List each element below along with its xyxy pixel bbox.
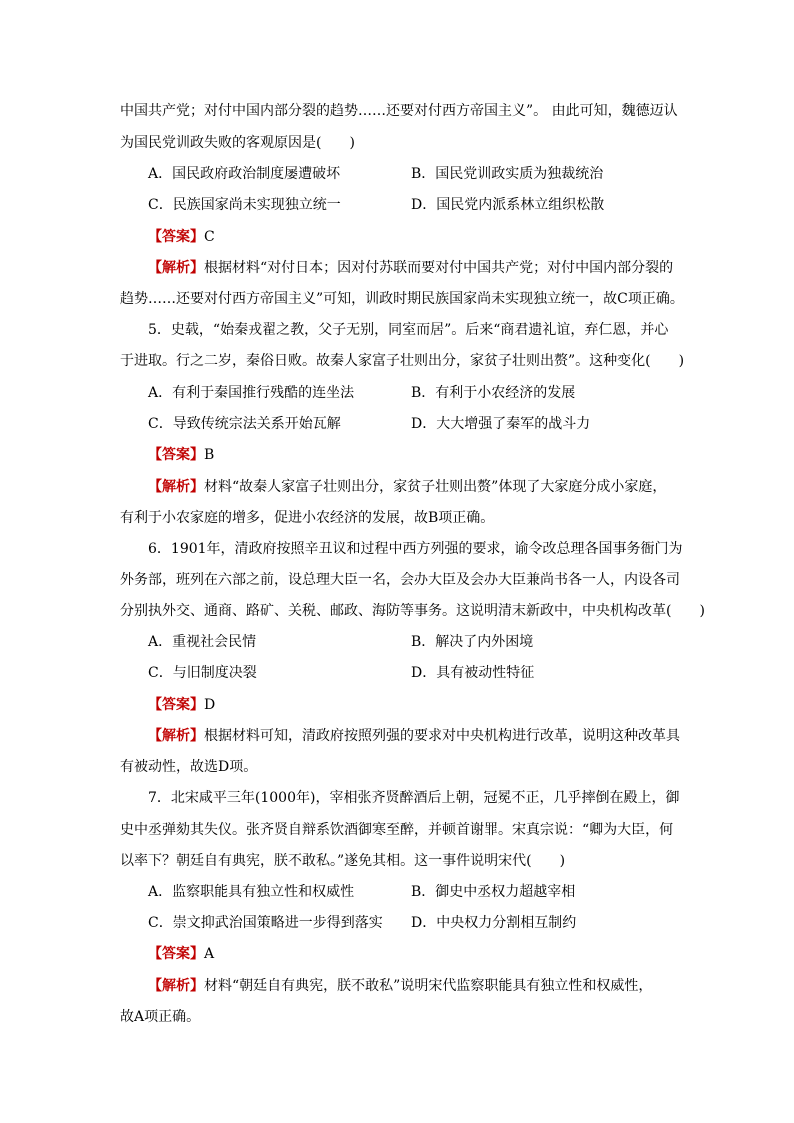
analysis-tag: 【解析】 [148,978,204,994]
answer-value: A [204,946,215,962]
analysis-tag: 【解析】 [148,479,204,495]
answer-value: D [204,697,216,713]
q5-option-c: C．导致传统宗法关系开始瓦解 [148,416,341,432]
q7-stem-line-1: 7．北宋咸平三年(1000年)，宰相张齐贤醉酒后上朝，冠冕不正，几乎摔倒在殿上，御 [148,790,680,806]
q7-analysis-line-2: 故A项正确。 [120,1009,201,1025]
analysis-text: 材料“朝廷自有典宪，朕不敢私”说明宋代监察职能具有独立性和权威性， [204,978,653,994]
q6-option-a: A．重视社会民情 [148,634,257,650]
q5-option-d: D．大大增强了秦军的战斗力 [411,416,591,432]
q6-stem-line-2: 外务部，班列在六部之前，设总理大臣一名，会办大臣及会办大臣兼尚书各一人，内设各司 [120,572,680,588]
q6-option-b: B．解决了内外困境 [411,634,534,650]
analysis-tag: 【解析】 [148,260,204,276]
q5-option-b: B．有利于小农经济的发展 [411,385,576,401]
answer-tag: 【答案】 [148,447,204,463]
q5-answer [148,445,214,465]
q6-option-d: D．具有被动性特征 [411,665,535,681]
q7-stem-line-2: 史中丞弹劾其失仪。张齐贤自辩系饮酒御寒至醉，并顿首谢罪。宋真宗说：“卿为大臣，何 [120,822,674,838]
q6-stem-line-1: 6．1901年，清政府按照辛丑议和过程中西方列强的要求，谕令改总理各国事务衙门为 [148,541,683,557]
q7-option-b: B．御史中丞权力超越宰相 [411,884,576,900]
q5-stem-line-1: 5．史载，“始秦戎翟之教，父子无别，同室而居”。后来“商君遗礼谊，弃仁恩，并心 [148,322,669,338]
q5-analysis-line-2: 有利于小农家庭的增多，促进小农经济的发展，故B项正确。 [120,510,495,526]
q6-stem-line-3: 分别执外交、通商、路矿、关税、邮政、海防等事务。这说明清末新政中，中央机构改革( ) [120,603,705,619]
q7-answer [148,944,214,964]
answer-value: B [204,447,215,463]
q5-option-a: A．有利于秦国推行残酷的连坐法 [148,385,355,401]
analysis-text: 根据材料可知，清政府按照列强的要求对中央机构进行改革，说明这种改革具 [204,728,680,744]
q4-analysis-line-2: 趋势……还要对付西方帝国主义”可知，训政时期民族国家尚未实现独立统一，故C项正确。 [120,291,684,307]
q4-option-a: A．国民政府政治制度屡遭破坏 [148,166,341,182]
q5-stem-line-2: 于进取。行之二岁，秦俗日败。故秦人家富子壮则出分，家贫子壮则出赘”。这种变化( ) [120,353,685,369]
q4-answer [148,227,215,247]
q4-option-b: B．国民党训政实质为独裁统治 [411,166,604,182]
answer-value: C [204,229,215,245]
answer-tag: 【答案】 [148,229,204,245]
q4-option-d: D．国民党内派系林立组织松散 [411,197,605,213]
q6-analysis-line-2: 有被动性，故选D项。 [120,759,258,775]
q6-option-c: C．与旧制度决裂 [148,665,257,681]
q5-analysis-line-1 [148,477,666,497]
q4-option-c: C．民族国家尚未实现独立统一 [148,197,341,213]
answer-tag: 【答案】 [148,946,204,962]
analysis-tag: 【解析】 [148,728,204,744]
q7-analysis-line-1 [148,976,652,996]
q7-stem-line-3: 以率下？朝廷自有典宪，朕不敢私。”遂免其相。这一事件说明宋代( ) [120,853,566,869]
q7-option-d: D．中央权力分割相互制约 [411,915,577,931]
q6-analysis-line-1 [148,726,680,746]
q4-stem-line-1: 中国共产党；对付中国内部分裂的趋势……还要对付西方帝国主义”。 由此可知，魏德迈认 [120,103,678,119]
q7-option-a: A．监察职能具有独立性和权威性 [148,884,355,900]
analysis-text: 材料“故秦人家富子壮则出分，家贫子壮则出赘”体现了大家庭分成小家庭， [204,479,667,495]
q4-stem-line-2: 为国民党训政失败的客观原因是( ) [120,135,355,151]
answer-tag: 【答案】 [148,697,204,713]
q7-option-c: C．崇文抑武治国策略进一步得到落实 [148,915,383,931]
analysis-text: 根据材料“对付日本；因对付苏联而要对付中国共产党；对付中国内部分裂的 [204,260,674,276]
q6-answer [148,695,215,715]
q4-analysis-line-1 [148,258,673,278]
